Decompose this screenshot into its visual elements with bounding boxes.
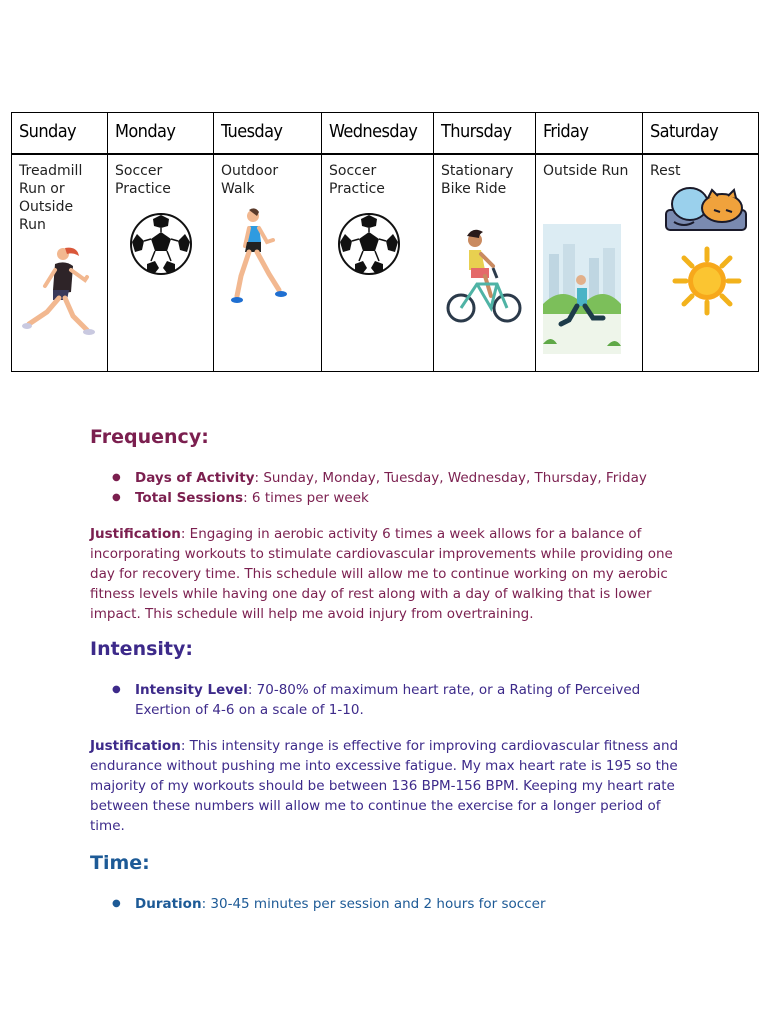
justification-text: : This intensity range is effective for improving cardiovascular fitness and endurance without pushing me into excessive fatigue. My max heart rate is 195 so the majority of my workouts should be between 136 BPM-156 BPM. Keeping my heart rate between these numbers will allow me to continue the exercise for a longer period of time. — [90, 738, 679, 834]
table-row — [12, 154, 759, 372]
justification-label: Justification — [90, 526, 181, 542]
cyclist-illustration — [441, 228, 527, 328]
list-item-value: : 6 times per week — [243, 490, 369, 506]
sun-icon — [672, 246, 742, 316]
day-header-monday: Monday — [108, 113, 214, 154]
activity-label: Stationary Bike Ride — [441, 162, 514, 197]
soccer-ball-icon — [123, 206, 199, 282]
frequency-section — [90, 426, 690, 624]
activity-cell-tuesday — [214, 154, 322, 372]
walker-illustration — [221, 206, 301, 316]
justification-label: Justification — [90, 738, 181, 754]
activity-cell-sunday — [12, 154, 108, 372]
day-header-saturday: Saturday — [643, 113, 759, 154]
list-item — [90, 468, 690, 488]
list-item-label: Days of Activity — [135, 470, 255, 486]
day-header-thursday: Thursday — [434, 113, 536, 154]
activity-cell-monday — [108, 154, 214, 372]
list-item-label: Duration — [135, 896, 202, 912]
list-item — [90, 488, 690, 508]
time-heading: Time: — [90, 852, 150, 874]
time-section — [90, 852, 690, 914]
list-item — [90, 894, 690, 914]
runner-illustration — [19, 242, 99, 342]
activity-cell-wednesday — [322, 154, 434, 372]
weekly-schedule-table — [11, 112, 759, 372]
resting-cat-illustration — [660, 184, 752, 236]
time-list — [90, 894, 690, 914]
activity-label: Rest — [650, 162, 681, 179]
intensity-section — [90, 638, 690, 836]
activity-label: Soccer Practice — [115, 162, 171, 197]
intensity-heading: Intensity: — [90, 638, 193, 660]
intensity-list — [90, 680, 690, 720]
activity-label: Outside Run — [543, 162, 629, 179]
list-item-label: Total Sessions — [135, 490, 244, 506]
day-header-friday: Friday — [536, 113, 643, 154]
activity-cell-friday — [536, 154, 643, 372]
frequency-list — [90, 468, 690, 508]
activity-cell-saturday — [643, 154, 759, 372]
table-header-row — [12, 113, 759, 154]
justification-text: : Engaging in aerobic activity 6 times a week allows for a balance of incorporating workouts to stimulate cardiovascular improvements while providing one day for recovery time. This schedule will allow me to continue working on my aerobic fitness levels while having one day of rest along with a day of walking that is lower impact. This schedule will help me avoid injury from overtraining. — [90, 526, 673, 622]
activity-cell-thursday — [434, 154, 536, 372]
day-header-tuesday: Tuesday — [214, 113, 322, 154]
outdoor-runner-illustration — [543, 224, 621, 354]
list-item-label: Intensity Level — [135, 682, 248, 698]
activity-label: Treadmill Run or Outside Run — [19, 162, 83, 233]
list-item-value: : 70-80% of maximum heart rate, or a Rating of Perceived Exertion of 4-6 on a scale of 1-10. — [135, 682, 641, 718]
day-header-wednesday: Wednesday — [322, 113, 434, 154]
soccer-ball-icon — [331, 206, 407, 282]
day-header-sunday: Sunday — [12, 113, 108, 154]
list-item-value: : Sunday, Monday, Tuesday, Wednesday, Thursday, Friday — [254, 470, 647, 486]
activity-label: Soccer Practice — [329, 162, 385, 197]
list-item-value: : 30-45 minutes per session and 2 hours for soccer — [201, 896, 546, 912]
list-item — [90, 680, 690, 720]
activity-label: Outdoor Walk — [221, 162, 279, 197]
frequency-justification — [90, 524, 690, 624]
intensity-justification — [90, 736, 690, 836]
frequency-heading: Frequency: — [90, 426, 209, 448]
